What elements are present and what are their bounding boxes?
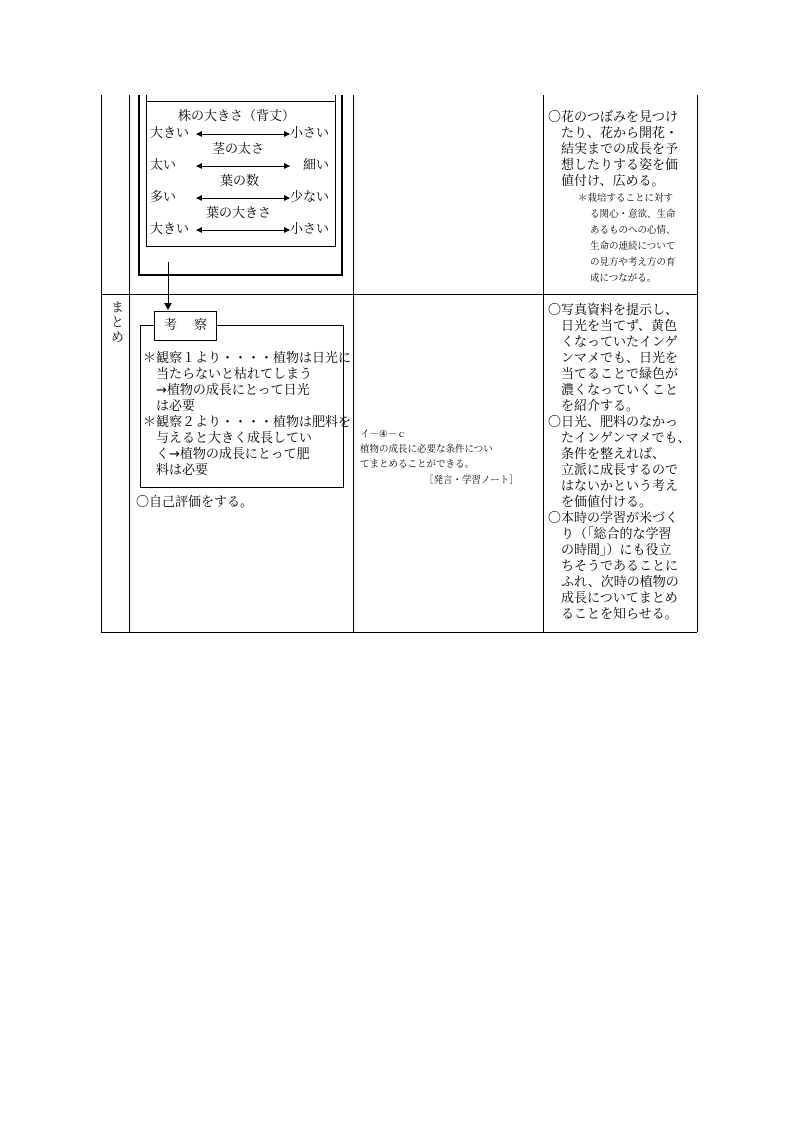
upper-note-line: 成につながる。 xyxy=(590,273,657,284)
consider-line: ＊観察２より・・・・植物は肥料を xyxy=(143,415,352,430)
lower-support-line: 日光を当てず、黄色 xyxy=(548,319,677,334)
size-heading: 株の大きさ（背丈） xyxy=(178,109,296,124)
consider-line: く→植物の成長にとって肥 xyxy=(143,447,310,462)
consider-line: は必要 xyxy=(143,399,196,414)
lower-support-line: 濃くなっていくこと xyxy=(548,383,679,398)
lower-support-line: 成長についてまとめ xyxy=(548,591,678,606)
consider-line: 当たらないと枯れてしまう xyxy=(143,367,313,382)
eval-method: ［発言・学習ノート］ xyxy=(424,475,519,486)
upper-note-line: あるものへの心情、 xyxy=(590,225,676,236)
lower-support-line: たインゲンマメでも、 xyxy=(548,431,691,446)
lower-support-line: ることを知らせる。 xyxy=(548,607,678,622)
stem-arrow xyxy=(197,166,289,167)
upper-note-line: ＊栽培することに対す xyxy=(578,193,674,204)
size-right-label: 小さい xyxy=(290,126,330,141)
upper-note-line: 生命の連続について xyxy=(590,241,676,252)
leafcount-arrow xyxy=(197,198,289,199)
leafcount-heading: 葉の数 xyxy=(220,174,260,189)
upper-support-line: 想したりする姿を価 xyxy=(548,158,679,173)
consider-line: 与えると大きく成長してい xyxy=(143,431,313,446)
leafcount-left-label: 多い xyxy=(150,190,177,205)
flow-arrow-head xyxy=(164,303,172,310)
lower-support-line: はないかという考え xyxy=(548,479,679,494)
table-row-divider xyxy=(101,294,697,295)
lower-support-line: り（「総合的な学習 xyxy=(548,527,672,542)
lower-support-line: くなっていたインゲ xyxy=(548,335,678,350)
upper-note-line: る関心・意欲、生命 xyxy=(590,209,676,220)
upper-note-line: の見方や考え方の育 xyxy=(590,257,676,268)
leafsize-heading: 葉の大きさ xyxy=(206,206,272,221)
size-left-label: 大きい xyxy=(150,126,190,141)
table-border-left xyxy=(101,95,102,632)
leafcount-right-label: 少ない xyxy=(290,190,330,205)
upper-support-line: たり、花から開花・ xyxy=(548,126,679,141)
size-arrow xyxy=(197,134,289,135)
consider-line: 料は必要 xyxy=(143,463,209,478)
lower-support-line: を価値付ける。 xyxy=(548,495,653,510)
eval-code: イ－④－ｃ xyxy=(360,429,407,440)
eval-line: 植物の成長に必要な条件につい xyxy=(360,444,493,455)
eval-line: てまとめることができる。 xyxy=(360,459,475,470)
upper-support-line: 〇花のつぼみを見つけ xyxy=(548,110,679,125)
lower-support-line: 〇日光、肥料のなかっ xyxy=(548,415,679,430)
leafsize-right-label: 小さい xyxy=(290,222,330,237)
lower-support-line: ンマメでも、日光を xyxy=(548,351,679,366)
lower-support-line: 当てることで緑色が xyxy=(548,367,679,382)
table-divider-stage xyxy=(129,95,130,632)
lower-support-line: の時間」）にも役立 xyxy=(548,543,672,558)
lower-support-line: 条件を整えれば、 xyxy=(548,447,666,462)
lower-support-line: 〇本時の学習が米づく xyxy=(548,511,679,526)
table-border-right xyxy=(697,95,698,632)
consider-line: →植物の成長にとって日光 xyxy=(143,383,310,398)
table-divider-eval xyxy=(543,95,544,632)
stem-left-label: 太い xyxy=(150,158,177,173)
flow-arrow-shaft xyxy=(168,262,169,308)
stem-right-label: 細い xyxy=(303,158,330,173)
table-border-bottom xyxy=(101,632,697,633)
inner-frame-top-line xyxy=(146,101,336,102)
consider-title: 考 察 xyxy=(164,318,210,333)
upper-support-line: 結実までの成長を予 xyxy=(548,142,679,157)
consider-line: ＊観察１より・・・・植物は日光に xyxy=(143,351,352,366)
self-evaluation-text: 〇自己評価をする。 xyxy=(136,495,254,510)
stage-label: まとめ xyxy=(108,300,123,345)
lower-support-line: 立派に成長するので xyxy=(548,463,679,478)
upper-support-line: 値付け、広める。 xyxy=(548,174,665,189)
stem-heading: 茎の太さ xyxy=(212,142,265,157)
leafsize-arrow xyxy=(197,230,289,231)
lower-support-line: ふれ、次時の植物の xyxy=(548,575,679,590)
leafsize-left-label: 大きい xyxy=(150,222,190,237)
lower-support-line: 〇写真資料を提示し、 xyxy=(548,303,679,318)
table-divider-activity xyxy=(353,95,354,632)
lower-support-line: を紹介する。 xyxy=(548,399,640,414)
lower-support-line: ちそうであることに xyxy=(548,559,679,574)
